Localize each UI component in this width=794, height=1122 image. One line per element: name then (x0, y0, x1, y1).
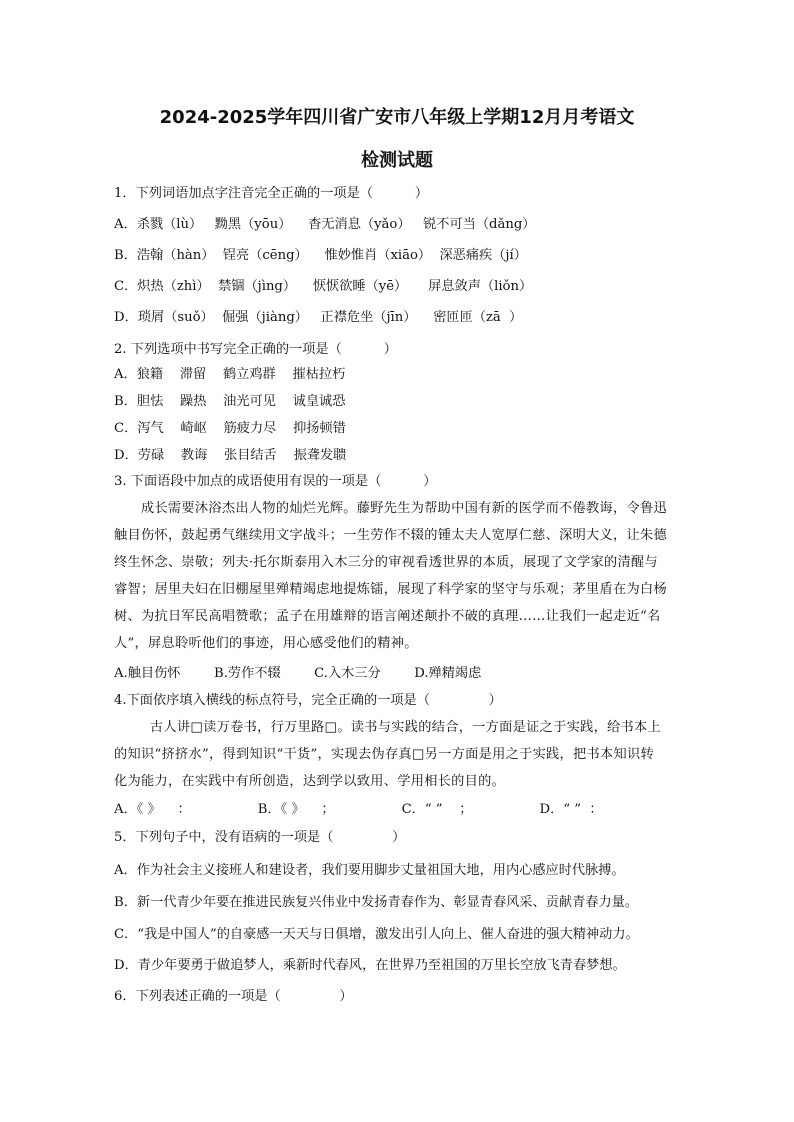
question-4-stem: 4.下面依序填入横线的标点符号，完全正确的一项是（ ） (114, 693, 502, 708)
question-3-passage-line-6: 人”，屏息聆听他们的事迹，用心感受他们的精神。 (114, 636, 418, 651)
question-5-option-b: B．新一代青少年要在推进民族复兴伟业中发扬青春作为、彰显青春风采、贡献青春力量。 (114, 895, 638, 910)
question-1-option-d: D．琐屑（suǒ） 倔强（jiàng） 正襟危坐（jīn） 密匝匝（zā ） (114, 310, 523, 325)
question-4-passage-line-1: 古人讲□读万卷书，行万里路□。读书与实践的结合，一方面是证之于实践，给书本上 (114, 720, 662, 735)
question-4-passage-line-3: 化为能力，在实践中有所创造，达到学以致用、学用相长的目的。 (114, 774, 506, 789)
question-5-stem: 5．下列句子中，没有语病的一项是（ ） (114, 830, 406, 845)
question-4-passage-line-2: 的知识“挤挤水”，得到知识“干货”，实现去伪存真□另一方面是用之于实践，把书本知识转 (114, 747, 654, 762)
question-3-passage-line-5: 树、为抗日军民高唱赞歌；孟子在用雄辩的语言阐述颠扑不破的真理……让我们一起走近“名 (114, 609, 661, 624)
question-2-option-b: B．胆怯 躁热 油光可见 诚皇诚恐 (114, 394, 346, 409)
question-2-option-a: A．狼籍 滞留 鹤立鸡群 摧枯拉朽 (114, 367, 346, 382)
question-3-passage-line-2: 触目伤怀，鼓起勇气继续用文字战斗；一生劳作不辍的锺太夫人宽厚仁慈、深明大义，让朱德 (114, 528, 667, 543)
question-3-stem: 3. 下面语段中加点的成语使用有误的一项是（ ） (114, 474, 437, 489)
question-6-stem: 6．下列表述正确的一项是（ ） (114, 989, 353, 1004)
question-3-passage-line-1: 成长需要沐浴杰出人物的灿烂光辉。藤野先生为帮助中国有新的医学而不倦教诲，令鲁迅 (114, 501, 667, 516)
question-5-option-d: D．青少年要勇于做追梦人，乘新时代春风，在世界乃至祖国的万里长空放飞青春梦想。 (114, 958, 626, 973)
question-1-stem: 1．下列词语加点字注音完全正确的一项是（ ） (114, 186, 429, 201)
question-3-passage-line-3: 终生怀念、崇敬；列夫·托尔斯泰用入木三分的审视看透世界的本质，展现了文学家的清醒与 (114, 555, 658, 570)
document-title-line2: 检测试题 (361, 150, 433, 171)
question-3-options: A.触目伤怀 B.劳作不辍 C.入木三分 D.殚精竭虑 (114, 666, 482, 681)
question-2-stem: 2. 下列选项中书写完全正确的一项是（ ） (114, 342, 397, 357)
question-5-option-c: C．“我是中国人”的自豪感一天天与日俱增，激发出引人向上、催人奋进的强大精神动力。 (114, 927, 639, 942)
question-1-option-a: A．杀戮（lù） 黝黑（yōu） 杳无消息（yǎo） 锐不可当（dǎng） (114, 217, 536, 232)
question-4-options: A．《 》 ： B．《 》 ； C．“ ” ； D．“ ” ： (114, 802, 603, 817)
question-2-option-d: D．劳碌 教诲 张目结舌 振聋发聩 (114, 448, 347, 463)
question-3-passage-line-4: 睿智；居里夫妇在旧棚屋里殚精竭虑地提炼镭，展现了科学家的坚守与乐观；茅里盾在为白杨 (114, 582, 667, 597)
question-1-option-b: B．浩翰（hàn） 锃亮（cēng） 惟妙惟肖（xiāo） 深恶痛疾（jí） (114, 248, 527, 263)
question-5-option-a: A．作为社会主义接班人和建设者，我们要用脚步丈量祖国大地，用内心感应时代脉搏。 (114, 863, 625, 878)
question-2-option-c: C．泻气 崎岖 筋疲力尽 抑扬顿错 (114, 421, 346, 436)
document-title-line1: 2024-2025学年四川省广安市八年级上学期12月月考语文 (159, 107, 635, 128)
question-1-option-c: C．炽热（zhì） 禁锢（jìng） 恹恹欲睡（yē） 屏息敛声（liǒn） (114, 279, 533, 294)
